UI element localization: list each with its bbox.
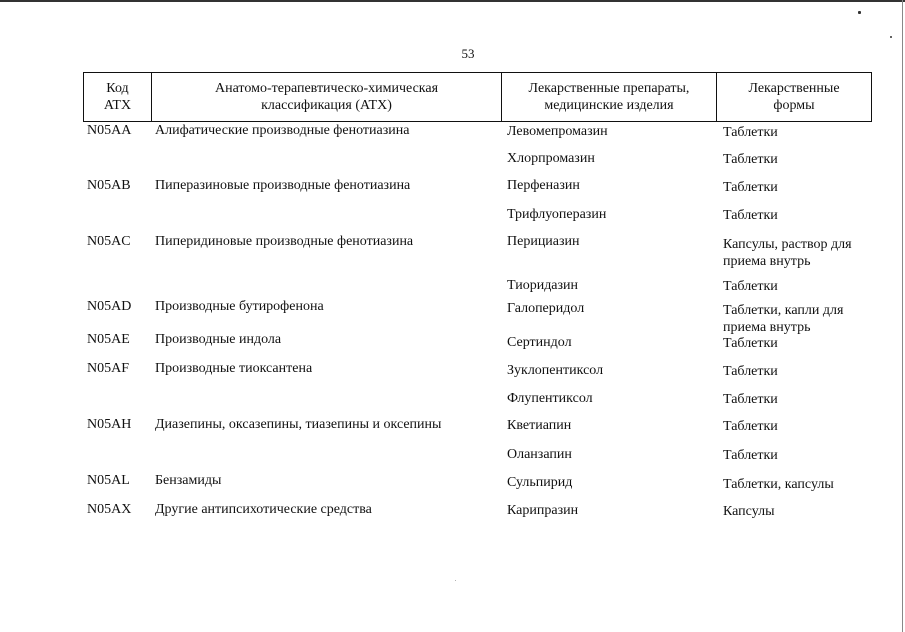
drug-name: Перициазин (507, 234, 580, 249)
dosage-form: Таблетки (723, 336, 778, 351)
table-header (83, 72, 872, 122)
scan-speck (858, 11, 861, 14)
atx-code: N05AD (87, 299, 132, 314)
drug-name: Трифлуоперазин (507, 207, 607, 222)
dosage-form: Таблетки (723, 448, 778, 463)
atx-classification: Производные тиоксантена (155, 361, 313, 376)
dosage-form: Таблетки (723, 419, 778, 434)
page-number: 53 (461, 46, 475, 61)
scan-top-border (0, 0, 905, 2)
drug-name: Перфеназин (507, 178, 580, 193)
drug-name: Карипразин (507, 503, 579, 518)
atx-classification: Бензамиды (155, 473, 222, 488)
scan-right-border (902, 0, 903, 632)
drug-name: Тиоридазин (507, 278, 579, 293)
dosage-form: Таблетки (723, 180, 778, 195)
header-code: Код ATX (84, 73, 152, 121)
drug-name: Галоперидол (507, 301, 585, 316)
header-classification: Анатомо-терапевтическо-химическая классификация (ATX) (152, 73, 502, 121)
atx-code: N05AB (87, 178, 131, 193)
dosage-form: Таблетки (723, 279, 778, 294)
scan-speck (890, 36, 892, 38)
drug-name: Кветиапин (507, 418, 572, 433)
dosage-form: Таблетки (723, 392, 778, 407)
scan-speck (455, 580, 456, 581)
atx-code: N05AA (87, 123, 132, 138)
drug-name: Левомепромазин (507, 124, 608, 139)
dosage-form: Капсулы (723, 504, 775, 519)
atx-classification: Другие антипсихотические средства (155, 502, 372, 517)
atx-classification: Производные индола (155, 332, 282, 347)
dosage-form: Капсулы, раствор для приема внутрь (723, 237, 852, 269)
drug-name: Оланзапин (507, 447, 572, 462)
dosage-form: Таблетки (723, 364, 778, 379)
drug-name: Сертиндол (507, 335, 572, 350)
drug-name: Флупентиксол (507, 391, 593, 406)
drug-name: Хлорпромазин (507, 151, 595, 166)
header-forms: Лекарственные формы (748, 81, 840, 113)
dosage-form: Таблетки (723, 152, 778, 167)
dosage-form: Таблетки (723, 208, 778, 223)
dosage-form: Таблетки, капли для приема внутрь (723, 303, 844, 335)
atx-code: N05AE (87, 332, 130, 347)
atx-classification: Пиперидиновые производные фенотиазина (155, 234, 414, 249)
atx-code: N05AF (87, 361, 130, 376)
drug-name: Зуклопентиксол (507, 363, 604, 378)
atx-code: N05AL (87, 473, 130, 488)
atx-code: N05AC (87, 234, 131, 249)
atx-code: N05AX (87, 502, 132, 517)
atx-classification: Алифатические производные фенотиазина (155, 123, 410, 138)
header-drugs: Лекарственные препараты, медицинские изделия (502, 73, 717, 121)
atx-code: N05AH (87, 417, 132, 432)
atx-classification: Диазепины, оксазепины, тиазепины и оксепины (155, 417, 442, 432)
dosage-form: Таблетки (723, 125, 778, 140)
drug-name: Сульпирид (507, 475, 573, 490)
atx-classification: Пиперазиновые производные фенотиазина (155, 178, 411, 193)
dosage-form: Таблетки, капсулы (723, 477, 834, 492)
atx-classification: Производные бутирофенона (155, 299, 324, 314)
